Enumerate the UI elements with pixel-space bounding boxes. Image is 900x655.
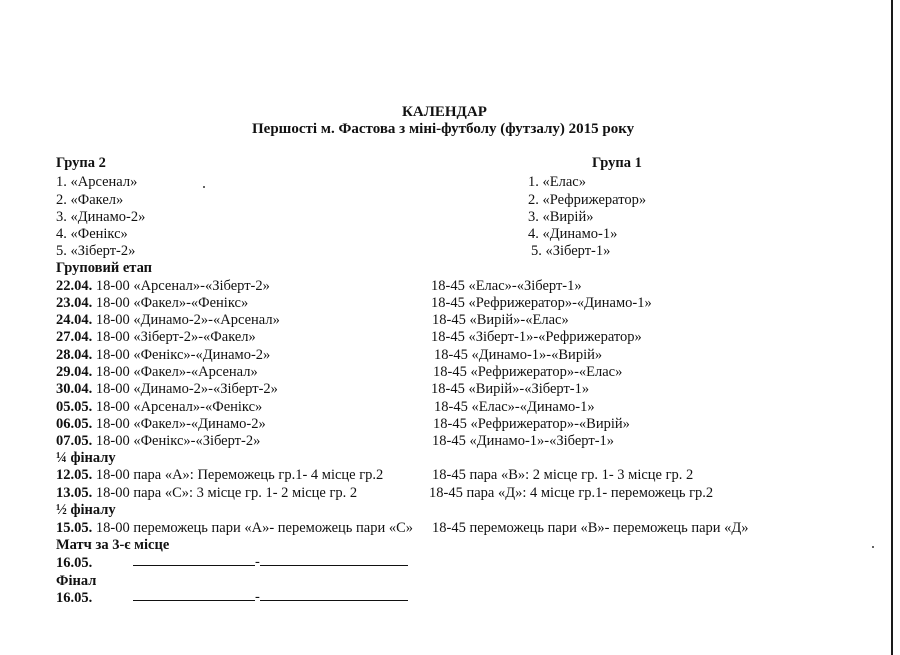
match-left: 18-00 переможець пари «А»- переможець пари «С» [95,520,413,536]
match-right: 18-45 «Елас»-«Динамо-1» [434,399,595,415]
match-left: 18-00 «Факел»-«Арсенал» [95,364,258,380]
third-place-heading: Матч за 3-є місце [56,537,170,553]
match-date: 30.04. [56,381,93,397]
group2-team: 3. «Динамо-2» [56,209,146,225]
scan-speck [872,546,874,548]
match-date: 05.05. [56,399,93,415]
blank-dash: - [255,554,260,570]
group2-team: 1. «Арсенал» [56,174,138,190]
group-stage-heading: Груповий етап [56,260,152,276]
group1-heading: Група 1 [592,155,642,171]
match-date: 07.05. [56,433,93,449]
blank-line [260,553,408,566]
group1-team: 4. «Динамо-1» [528,226,618,242]
blank-line [133,588,255,601]
match-row [56,295,248,311]
match-row [56,381,278,397]
match-row [56,467,383,483]
match-date: 12.05. [56,467,93,483]
match-date: 29.04. [56,364,93,380]
match-right: 18-45 переможець пари «В»- переможець пари «Д» [432,520,749,536]
match-right: 18-45 «Рефрижератор»-«Елас» [433,364,623,380]
match-right: 18-45 «Рефрижератор»-«Вирій» [433,416,630,432]
match-left: 18-00 «Арсенал»-«Зіберт-2» [95,278,270,294]
page-title: КАЛЕНДАР [402,104,487,120]
match-left: 18-00 «Зіберт-2»-«Факел» [95,329,256,345]
group2-team: 4. «Фенікс» [56,226,128,242]
match-right: 18-45 «Динамо-1»-«Зіберт-1» [432,433,615,449]
group1-team: 2. «Рефрижератор» [528,192,647,208]
blank-line [260,588,408,601]
match-date: 27.04. [56,329,93,345]
final-date: 16.05. [56,590,93,606]
match-date: 23.04. [56,295,93,311]
match-left: 18-00 «Динамо-2»-«Арсенал» [95,312,280,328]
group2-team: 2. «Факел» [56,192,124,208]
group1-team: 1. «Елас» [528,174,586,190]
match-row [56,520,413,536]
final-heading: Фінал [56,573,97,589]
match-date: 28.04. [56,347,93,363]
page-subtitle: Першості м. Фастова з міні-футболу (футзалу) 2015 року [252,121,635,137]
scan-edge [891,0,893,655]
match-right: 18-45 «Рефрижератор»-«Динамо-1» [431,295,652,311]
match-right: 18-45 «Елас»-«Зіберт-1» [431,278,582,294]
match-left: 18-00 «Динамо-2»-«Зіберт-2» [95,381,278,397]
match-right: 18-45 «Динамо-1»-«Вирій» [434,347,603,363]
blank-line [133,553,255,566]
match-row [56,347,270,363]
semi-final-heading: ½ фіналу [56,502,116,518]
group2-heading: Група 2 [56,155,106,171]
quarter-final-heading: ¼ фіналу [56,450,116,466]
match-date: 24.04. [56,312,93,328]
match-date: 15.05. [56,520,93,536]
scan-speck [203,186,205,188]
match-row [56,485,357,501]
match-left: 18-00 пара «С»: 3 місце гр. 1- 2 місце гр. 2 [95,485,358,501]
match-left: 18-00 «Факел»-«Фенікс» [95,295,249,311]
group1-team: 3. «Вирій» [528,209,594,225]
match-right: 18-45 «Зіберт-1»-«Рефрижератор» [431,329,642,345]
match-left: 18-00 пара «А»: Переможець гр.1- 4 місце гр.2 [95,467,384,483]
third-place-date: 16.05. [56,555,93,571]
match-left: 18-00 «Факел»-«Динамо-2» [95,416,266,432]
match-left: 18-00 «Фенікс»-«Динамо-2» [95,347,271,363]
match-right: 18-45 «Вирій»-«Зіберт-1» [431,381,590,397]
match-right: 18-45 пара «В»: 2 місце гр. 1- 3 місце гр. 2 [432,467,694,483]
match-row [56,278,270,294]
match-row [56,312,280,328]
match-row [56,329,256,345]
match-row [56,433,260,449]
match-left: 18-00 «Фенікс»-«Зіберт-2» [95,433,261,449]
match-date: 22.04. [56,278,93,294]
group2-team: 5. «Зіберт-2» [56,243,136,259]
match-row [56,416,266,432]
group1-team: 5. «Зіберт-1» [531,243,611,259]
match-left: 18-00 «Арсенал»-«Фенікс» [95,399,263,415]
match-date: 06.05. [56,416,93,432]
final-fill-line [133,588,408,605]
match-date: 13.05. [56,485,93,501]
match-right: 18-45 «Вирій»-«Елас» [432,312,569,328]
match-row [56,364,258,380]
match-right: 18-45 пара «Д»: 4 місце гр.1- переможець гр.2 [429,485,714,501]
third-place-fill-line [133,553,408,570]
match-row [56,399,262,415]
blank-dash: - [255,589,260,605]
